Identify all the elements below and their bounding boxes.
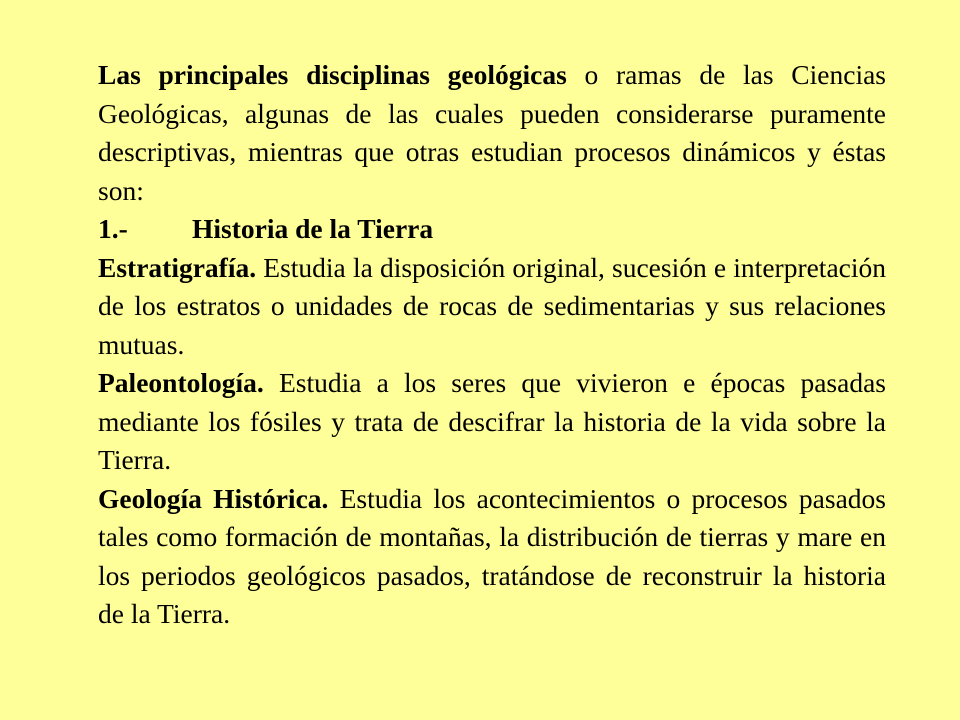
intro-text: o ramas de las Ciencias Geológicas, algunas de las cuales pueden considerarse puramente descriptivas, mientras que otras estudian procesos dinámicos y éstas son:	[98, 59, 886, 206]
definition-term: Paleontología.	[98, 367, 264, 398]
definition-term: Estratigrafía.	[98, 251, 257, 283]
section-title: Historia de la Tierra	[192, 213, 434, 244]
section-heading	[98, 210, 886, 249]
section-number: 1.-	[98, 213, 128, 244]
definition-text: Estudia a los seres que vivieron e épocas pasadas mediante los fósiles y trata de descifrar la historia de la vida sobre la Tierra.	[98, 367, 886, 475]
definition-text: Estudia los acontecimientos o procesos pasados tales como formación de montañas, la distribución de tierras y mare en los periodos geológicos pasados, tratándose de reconstruir la historia de la Tierra.	[98, 482, 886, 629]
slide-body	[98, 56, 886, 634]
definition-term: Geología Histórica.	[98, 482, 329, 514]
intro-bold-phrase: Las principales disciplinas geológicas	[98, 59, 567, 90]
definition-text: Estudia la disposición original, sucesión e interpretación de los estratos o unidades de rocas de sedimentarias y sus relaciones mutuas.	[98, 251, 886, 360]
intro-paragraph	[98, 56, 886, 210]
definition-paleontologia	[98, 364, 886, 480]
definition-estratigrafia	[98, 249, 886, 365]
definition-geologia-historica	[98, 480, 886, 634]
